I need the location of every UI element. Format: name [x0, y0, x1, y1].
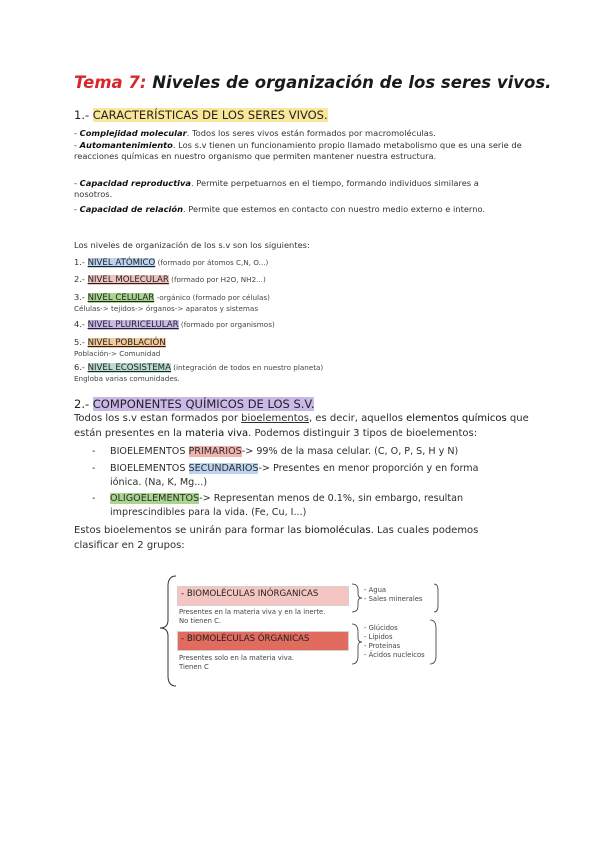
level-name: NIVEL CELULAR: [87, 293, 155, 303]
characteristic-item: [74, 178, 504, 201]
item-term: Automantenimiento: [79, 140, 173, 150]
bullet-post: -> 99% de la masa celular. (C, O, P, S, H y N): [241, 446, 459, 457]
intro-text: que están presentes en la: [74, 413, 529, 439]
bullet-highlight: SECUNDARIOS: [188, 463, 259, 474]
level-note: (formado por organismos): [178, 320, 275, 329]
level-number: 3.-: [74, 292, 88, 302]
item-text: . Los s.v tienen un funcionamiento propio llamado metabolismo que es una serie de reacciones químicas en nuestro organismo que permiten mantener nuestra estructura.: [74, 140, 522, 162]
level-item: [74, 362, 323, 373]
level-name: NIVEL ECOSISTEMA: [87, 363, 171, 373]
inorganic-brace: [352, 584, 362, 612]
bullet-dash: -: [92, 463, 96, 474]
inorganic-label: - BIOMOLÉCULAS INÓRGANICAS: [181, 589, 319, 599]
level-item: [74, 274, 266, 285]
organic-brace: [352, 624, 362, 664]
bullet-pre: BIOELEMENTOS: [110, 446, 189, 457]
inorganic-item: - Sales minerales: [364, 595, 423, 603]
item-term: Complejidad molecular: [79, 128, 187, 138]
level-name: NIVEL MOLECULAR: [87, 275, 169, 285]
characteristic-item: [74, 204, 529, 215]
inorganic-items-brace: [434, 584, 438, 612]
intro-term: bioelementos: [241, 413, 309, 424]
level-sub: Engloba varias comunidades.: [74, 374, 180, 383]
level-sub: Población-> Comunidad: [74, 349, 161, 358]
section2-title: COMPONENTES QUÍMICOS DE LOS S.V.: [92, 397, 315, 411]
closing-text: . Las cuales podemos clasificar en 2 grupos:: [74, 525, 479, 551]
organic-item: - Proteínas: [364, 642, 401, 650]
section1-heading: [74, 108, 328, 122]
intro-text: . Podemos distinguir 3 tipos de bioelementos:: [248, 428, 478, 439]
bullet-post: -> Presentes en menor proporción y en forma iónica. (Na, K, Mg...): [110, 463, 479, 488]
main-brace: [160, 576, 176, 686]
level-number: 4.-: [74, 319, 88, 329]
closing-term: biomoléculas: [304, 525, 371, 536]
level-item: [74, 337, 166, 348]
level-item: [74, 257, 268, 268]
page-title: [74, 73, 551, 92]
organic-desc: Presentes solo en la materia viva.: [179, 654, 295, 662]
organic-desc: Tienen C: [179, 663, 209, 671]
bullet-post: -> Representan menos de 0.1%, sin embargo, resultan imprescindibles para la vida. (Fe, Cu, I...): [110, 493, 464, 518]
level-name: NIVEL POBLACIÓN: [87, 338, 166, 348]
bullet-pre: BIOELEMENTOS: [110, 463, 189, 474]
organic-items-brace: [430, 620, 436, 664]
intro-text: Todos los s.v estan formados por: [74, 413, 242, 424]
item-term: Capacidad de relación: [79, 204, 183, 214]
levels-intro: Los niveles de organización de los s.v son los siguientes:: [74, 240, 310, 250]
level-name: NIVEL PLURICELULAR: [87, 320, 179, 330]
inorganic-desc: No tienen C.: [179, 617, 222, 625]
intro-term: elementos químicos: [406, 413, 507, 424]
level-item: [74, 292, 270, 303]
organic-item: - Ácidos nucleicos: [364, 651, 425, 659]
item-dash: -: [74, 128, 80, 138]
section2-intro: [74, 411, 529, 441]
section1-number: 1.-: [74, 108, 93, 122]
level-number: 1.-: [74, 257, 88, 267]
item-text: . Permite perpetuarnos en el tiempo, formando individuos similares a nosotros.: [74, 178, 479, 200]
organic-label: - BIOMOLÉCULAS ÓRGANICAS: [181, 634, 310, 644]
item-term: Capacidad reproductiva: [79, 178, 192, 188]
level-item: [74, 319, 275, 330]
biomolecules-diagram: [150, 572, 450, 692]
level-number: 6.-: [74, 362, 88, 372]
level-number: 2.-: [74, 274, 88, 284]
level-note: (formado por H2O, NH2...): [168, 275, 266, 284]
item-dash: -: [74, 178, 80, 188]
bullet-dash: -: [92, 446, 96, 457]
organic-item: - Lípidos: [364, 633, 393, 641]
level-name: NIVEL ATÓMICO: [87, 258, 156, 268]
title-prefix: Tema 7:: [74, 73, 147, 92]
section2-number: 2.-: [74, 397, 93, 411]
item-dash: -: [74, 140, 80, 150]
closing-text: Estos bioelementos se unirán para formar las: [74, 525, 305, 536]
level-note: (formado por átomos C,N, O...): [155, 258, 269, 267]
item-text: . Permite que estemos en contacto con nuestro medio externo e interno.: [182, 204, 486, 214]
section2-heading: [74, 397, 314, 411]
title-text: Niveles de organización de los seres vivos.: [152, 73, 552, 92]
characteristic-item: [74, 140, 534, 163]
bullet-highlight: PRIMARIOS: [188, 446, 242, 457]
inorganic-desc: Presentes en la materia viva y en la inerte.: [179, 608, 326, 616]
item-dash: -: [74, 204, 80, 214]
characteristic-item: [74, 128, 534, 139]
section1-title: CARACTERÍSTICAS DE LOS SERES VIVOS.: [92, 108, 328, 122]
level-number: 5.-: [74, 337, 88, 347]
intro-text: , es decir, aquellos: [308, 413, 407, 424]
bullet-highlight: OLIGOELEMENTOS: [110, 493, 200, 504]
intro-term: materia viva: [185, 428, 249, 439]
level-note: -orgánico (formado por células): [154, 293, 270, 302]
level-sub: Células-> tejidos-> órganos-> aparatos y sistemas: [74, 304, 259, 313]
bullet-dash: -: [92, 493, 96, 504]
section2-closing: [74, 523, 524, 553]
item-text: . Todos los seres vivos están formados por macromoléculas.: [186, 128, 436, 138]
organic-item: - Glúcidos: [364, 624, 398, 632]
level-note: (integración de todos en nuestro planeta): [170, 363, 324, 372]
inorganic-item: - Agua: [364, 586, 387, 594]
